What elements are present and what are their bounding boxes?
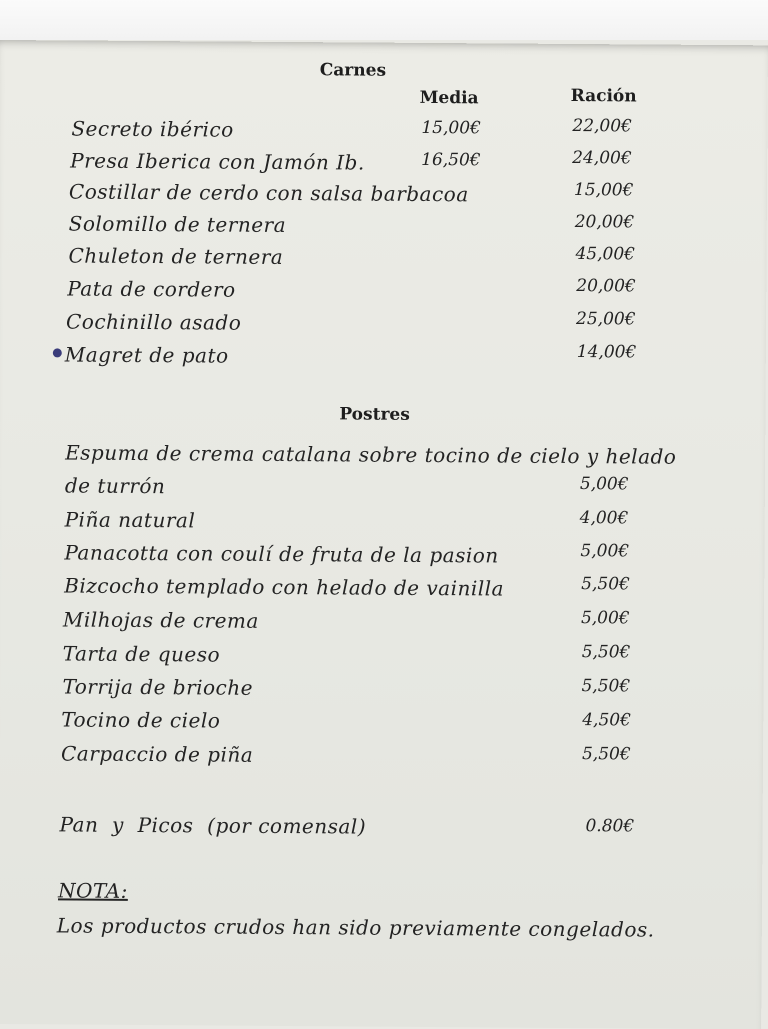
postre-item-price: 5,00€ (580, 541, 630, 562)
carne-item-racion: 25,00€ (575, 309, 636, 330)
media-column-header: Media (419, 87, 479, 109)
carne-item-racion: 20,00€ (576, 276, 636, 297)
carne-item-racion: 15,00€ (573, 180, 634, 201)
postre-item-price: 5,50€ (581, 574, 630, 595)
carne-item-racion: 14,00€ (576, 342, 637, 363)
nota-label: NOTA: (57, 878, 128, 903)
postre-item-price: 5,00€ (580, 608, 630, 629)
carne-item-racion: 45,00€ (575, 244, 636, 265)
postre-item-price: 4,00€ (579, 508, 629, 529)
ink-dot-mark (53, 348, 62, 357)
postre-item-price: 5,00€ (579, 474, 629, 495)
carne-item-name: Presa Iberica con Jamón Ib. (70, 148, 365, 175)
carne-item-name: Secreto ibérico (71, 116, 234, 142)
carne-item-media: 16,50€ (421, 149, 481, 171)
postre-item-price: 4,50€ (582, 710, 632, 731)
menu-sheet (0, 40, 768, 1029)
carne-item-media: 15,00€ (421, 117, 481, 139)
carne-item-name: Cochinillo asado (65, 309, 242, 335)
postre-item-name: Torrija de brioche (62, 674, 254, 700)
pan-picos-label: Pan y Picos (por comensal) (59, 812, 367, 839)
pan-picos-price: 0.80€ (585, 816, 635, 837)
postre-item-name: Tocino de cielo (61, 707, 221, 733)
carne-item-name: Pata de cordero (67, 276, 236, 302)
postre-item-name: Carpaccio de piña (60, 741, 254, 767)
postre-first-line: Espuma de crema catalana sobre tocino de cielo y helado (65, 440, 677, 469)
postre-item-name: de turrón (64, 473, 166, 499)
postre-item-name: Milhojas de crema (62, 607, 259, 633)
carnes-heading: Carnes (319, 60, 387, 81)
postres-heading: Postres (339, 404, 410, 425)
postre-item-name: Tarta de queso (62, 641, 221, 667)
carne-item-racion: 22,00€ (572, 115, 632, 137)
postre-item-price: 5,50€ (581, 744, 631, 765)
postre-item-name: Piña natural (64, 507, 196, 533)
page-top-margin (0, 0, 768, 40)
carne-item-name: Costillar de cerdo con salsa barbacoa (68, 179, 469, 207)
carne-item-racion: 20,00€ (574, 212, 635, 233)
carne-item-racion: 24,00€ (572, 147, 632, 169)
postre-item-name: Panacotta con coulí de fruta de la pasion (64, 540, 499, 568)
racion-column-header: Ración (570, 85, 637, 107)
nota-text: Los productos crudos han sido previamente congelados. (56, 913, 655, 942)
postre-item-price: 5,50€ (581, 642, 631, 663)
postre-item-name: Bizcocho templado con helado de vainilla (64, 573, 505, 601)
carne-item-name: Magret de pato (64, 342, 229, 368)
carne-item-name: Solomillo de ternera (68, 211, 287, 238)
carne-item-name: Chuleton de ternera (68, 243, 284, 269)
postre-item-price: 5,50€ (581, 676, 631, 697)
